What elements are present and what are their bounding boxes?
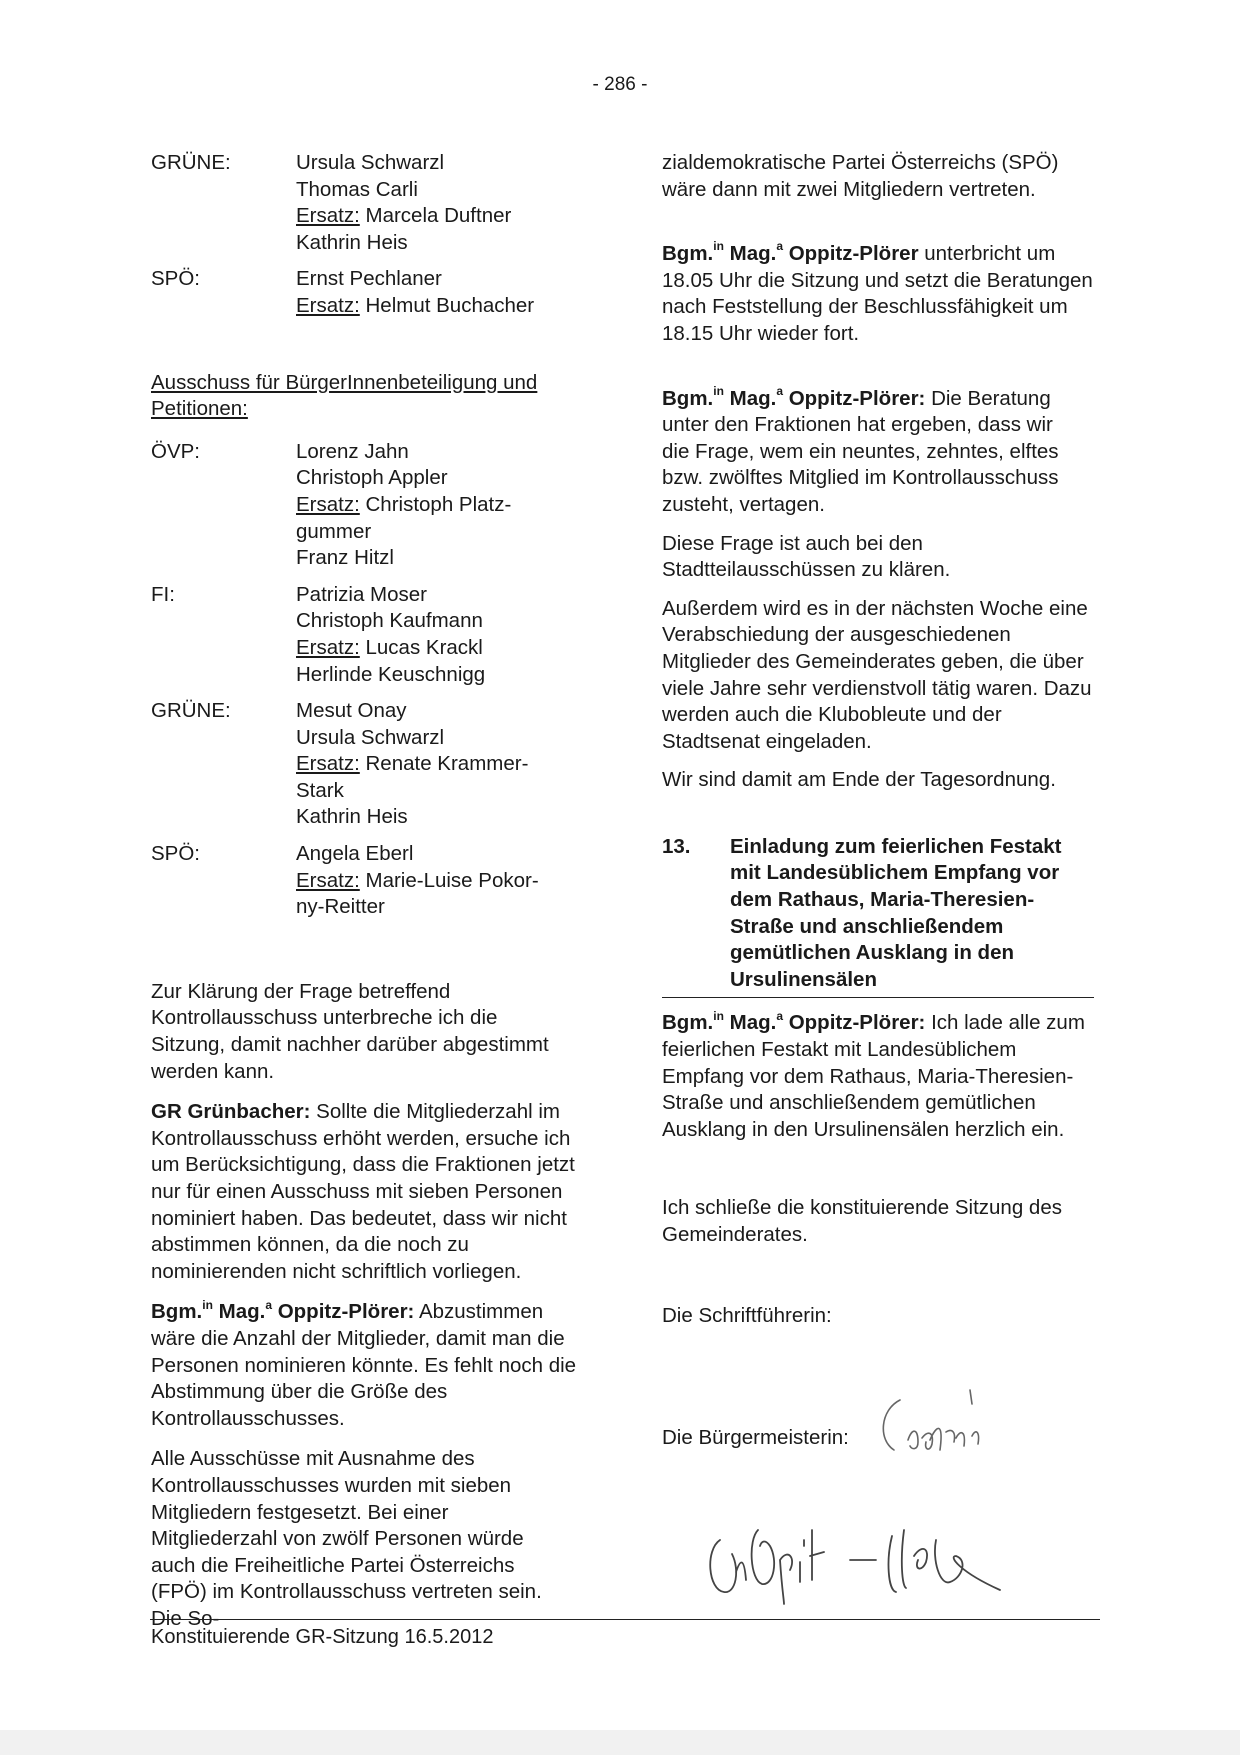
speaker-name: Bgm.$^{in}$ Mag.$^a$ Oppitz-Plörer: xyxy=(151,1297,415,1324)
scan-edge xyxy=(0,1730,1240,1755)
paragraph: Bgm.$^{in}$ Mag.$^a$ Oppitz-Plörer: Die Beratung unter den Fraktionen hat ergeben, dass wir die Frage, wem ein neuntes, zehntes, elftes bzw. zwölftes Mitglied im Kontrollausschuss zusteht, vertagen. xyxy=(662,383,1059,516)
footer-text: Konstituierende GR-Sitzung 16.5.2012 xyxy=(151,1626,494,1648)
ersatz-line xyxy=(296,492,591,519)
speaker-name: GR Grünbacher: xyxy=(151,1100,311,1124)
member: Ursula Schwarzl xyxy=(296,151,445,174)
member: Christoph Platz- xyxy=(359,492,512,516)
ersatz-label: Ersatz: xyxy=(296,752,360,776)
paragraph: Bgm.$^{in}$ Mag.$^a$ Oppitz-Plörer: Abzustimmen wäre die Anzahl der Mitglieder, damit man die Personen nominieren könnte. Es fehlt noch die Abstimmung über die Größe des Kontrollausschusses. xyxy=(151,1297,577,1430)
party-row xyxy=(151,698,591,831)
ersatz-label: Ersatz: xyxy=(296,492,360,516)
party-row xyxy=(151,439,591,572)
member: Lucas Krackl xyxy=(359,635,483,659)
agenda-item xyxy=(662,834,1102,994)
member-list xyxy=(296,150,591,256)
left-column xyxy=(151,150,591,1633)
committee-title: Ausschuss für BürgerInnenbeteiligung und Petitionen: xyxy=(151,370,538,421)
ersatz-line xyxy=(296,868,591,895)
paragraph: Bgm.$^{in}$ Mag.$^a$ Oppitz-Plörer: Ich lade alle zum feierlichen Festakt mit Landesüblichem Empfang vor dem Rathaus, Maria-Theresien-Straße und anschließendem gemütlichen Ausklang in den Ursulinensälen herzlich ein. xyxy=(662,1008,1085,1141)
party-label: GRÜNE: xyxy=(151,151,231,174)
paragraph: Alle Ausschüsse mit Ausnahme des Kontrollausschusses wurden mit sieben Mitgliedern festgesetzt. Bei einer Mitgliederzahl von zwölf Personen würde auch die Freiheitliche Partei Österreichs (FPÖ) im Kontrollausschuss vertreten sein. Die So- xyxy=(151,1447,542,1630)
party-row xyxy=(151,266,591,319)
paragraph: Zur Klärung der Frage betreffend Kontrollausschuss unterbreche ich die Sitzung, damit nachher darüber abgestimmt werden kann. xyxy=(151,979,549,1083)
member: Marie-Luise Pokor- xyxy=(359,868,539,892)
paragraph: Wir sind damit am Ende der Tagesordnung. xyxy=(662,768,1056,792)
member: Franz Hitzl xyxy=(296,546,394,570)
page-number: - 286 - xyxy=(592,74,648,95)
speaker-name: Bgm.$^{in}$ Mag.$^a$ Oppitz-Plörer: xyxy=(662,1008,926,1035)
signature-image xyxy=(700,1500,1020,1610)
ersatz-line xyxy=(296,751,591,778)
paragraph: Ich schließe die konstituierende Sitzung des Gemeinderates. xyxy=(662,1196,1062,1246)
right-column xyxy=(662,150,1102,1452)
paragraph: zialdemokratische Partei Österreichs (SPÖ) wäre dann mit zwei Mitgliedern vertreten. xyxy=(662,151,1059,201)
member: Mesut Onay xyxy=(296,699,407,723)
footer-rule xyxy=(150,1619,1100,1620)
signature-label: Die Schriftführerin: xyxy=(662,1303,832,1327)
member: Stark xyxy=(296,778,344,802)
member: Patrizia Moser xyxy=(296,582,428,606)
member: Helmut Buchacher xyxy=(359,293,535,317)
member: Thomas Carli xyxy=(296,177,418,201)
signature-label: Die Bürgermeisterin: xyxy=(662,1426,849,1450)
party-label: SPÖ: xyxy=(151,267,200,291)
party-label: FI: xyxy=(151,582,175,606)
ersatz-label: Ersatz: xyxy=(296,204,360,228)
party-row xyxy=(151,150,591,256)
agenda-number: 13. xyxy=(662,834,691,858)
member: Ernst Pechlaner xyxy=(296,267,442,291)
ersatz-line xyxy=(296,203,591,230)
member: Angela Eberl xyxy=(296,842,414,866)
agenda-title: Einladung zum feierlichen Festakt mit Landesüblichem Empfang vor dem Rathaus, Maria-Theresien-Straße und anschließendem gemütlichen Ausklang in den Ursulinensälen xyxy=(730,834,1062,991)
member-list xyxy=(296,698,591,831)
paragraph: Bgm.$^{in}$ Mag.$^a$ Oppitz-Plörer unterbricht um 18.05 Uhr die Sitzung und setzt die Beratungen nach Feststellung der Beschlussfähigkeit um 18.15 Uhr wieder fort. xyxy=(662,239,1093,345)
party-label: SPÖ: xyxy=(151,842,200,866)
member-list xyxy=(296,582,591,688)
party-row xyxy=(151,582,591,688)
party-label: GRÜNE: xyxy=(151,699,231,723)
member-list xyxy=(296,266,591,319)
paragraph: Außerdem wird es in der nächsten Woche eine Verabschiedung der ausgeschiedenen Mitglieder des Gemeinderates geben, die über viele Jahre sehr verdienstvoll tätig waren. Dazu werden auch die Klubobleute und der Stadtsenat eingeladen. xyxy=(662,596,1092,753)
member: Herlinde Keuschnigg xyxy=(296,662,486,686)
member-list xyxy=(296,841,591,921)
member-list xyxy=(296,439,591,572)
member: Kathrin Heis xyxy=(296,230,408,254)
member: ny-Reitter xyxy=(296,895,385,919)
ersatz-label: Ersatz: xyxy=(296,868,360,892)
member: Christoph Appler xyxy=(296,466,448,490)
party-label: ÖVP: xyxy=(151,439,200,463)
member: Renate Krammer- xyxy=(359,752,529,776)
member: Kathrin Heis xyxy=(296,805,408,829)
party-row xyxy=(151,841,591,921)
member: Lorenz Jahn xyxy=(296,439,409,463)
ersatz-line xyxy=(296,635,591,662)
signature-image xyxy=(860,1380,1030,1470)
paragraph: GR Grünbacher: Sollte die Mitgliederzahl im Kontrollausschuss erhöht werden, ersuche ich um Berücksichtigung, dass die Fraktionen jetzt nur für einen Ausschuss mit sieben Personen nominiert haben. Das bedeutet, dass wir nicht abstimmen können, da die noch zu nominierenden nicht schriftlich vorliegen. xyxy=(151,1100,575,1283)
member: gummer xyxy=(296,519,372,543)
member: Ursula Schwarzl xyxy=(296,725,445,749)
ersatz-line xyxy=(296,293,591,320)
speaker-name: Bgm.$^{in}$ Mag.$^a$ Oppitz-Plörer xyxy=(662,239,919,266)
agenda-rule xyxy=(662,997,1094,998)
ersatz-label: Ersatz: xyxy=(296,293,360,317)
member: Marcela Duftner xyxy=(359,204,512,228)
speaker-name: Bgm.$^{in}$ Mag.$^a$ Oppitz-Plörer: xyxy=(662,383,926,410)
paragraph: Diese Frage ist auch bei den Stadtteilausschüssen zu klären. xyxy=(662,531,951,582)
ersatz-label: Ersatz: xyxy=(296,635,360,659)
member: Christoph Kaufmann xyxy=(296,609,483,633)
